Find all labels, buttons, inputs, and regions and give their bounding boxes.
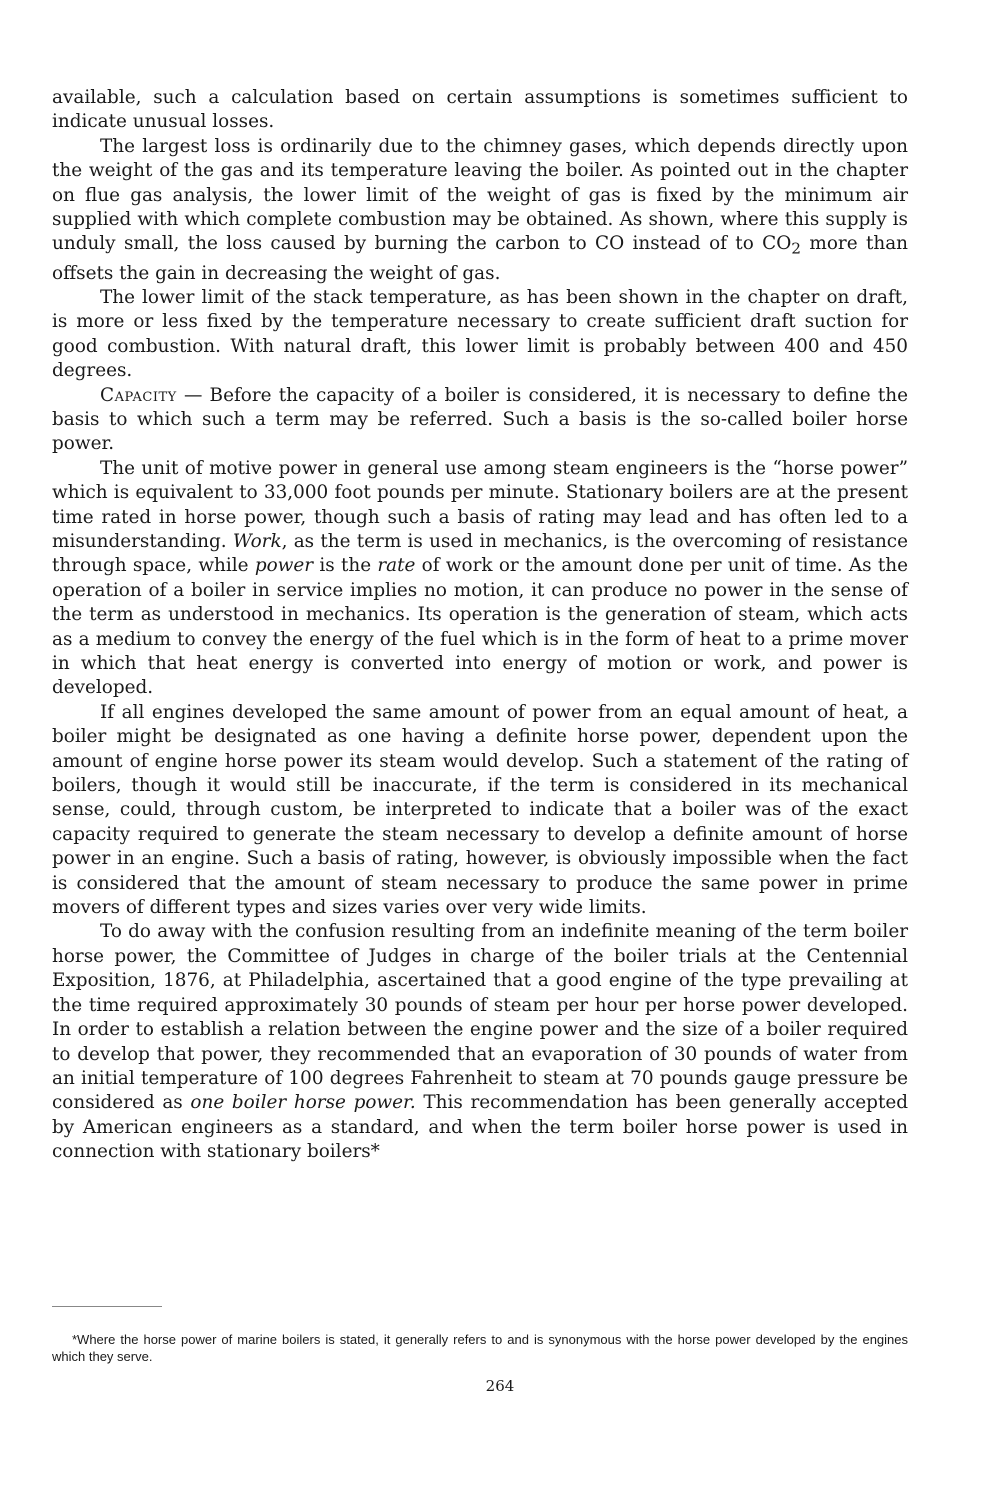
paragraph-text: If all engines developed the same amount of power from an equal amount of heat, a boiler might be designated as one having a definite horse power, dependent upon the amount of engine horse power its steam would develop. Such a statement of the rating of boilers, though it would still be inaccurate, if the term is considered in its mechanical sense, could, through custom, be interpreted to indicate that a boiler was of the exact capacity required to generate the steam necessary to develop a definite amount of horse power in an engine. Such a basis of rating, however, is obviously impossible when the fact is considered that the amount of steam necessary to produce the same power in prime movers of different types and sizes varies over very wide limits. bbox=[52, 701, 908, 919]
paragraph-text: available, such a calculation based on certain assumptions is sometimes sufficient to indicate unusual losses. bbox=[52, 87, 908, 133]
italic-term: Work bbox=[232, 530, 282, 552]
italic-term: one boiler horse power. bbox=[190, 1092, 416, 1114]
paragraph-text: — Before the capacity of a boiler is considered, it is necessary to define the basis to which such a term may be referred. Such a basis is the so-called boiler horse power. bbox=[52, 384, 908, 455]
paragraph-text: more than offsets the gain in decreasing the weight of gas. bbox=[52, 233, 908, 284]
paragraph-text: The unit of motive power in general use among steam engineers is the “horse power” which is equivalent to 33,000 foot pounds per minute. Stationary boilers are at the present time rated in horse power, though such a basis of rating may lead and has often led to a misunderstanding. bbox=[52, 457, 908, 552]
italic-term: power bbox=[254, 555, 314, 577]
section-heading: Capacity bbox=[100, 384, 177, 406]
footnote: *Where the horse power of marine boilers is stated, it generally refers to and is synonymous with the horse power developed by the engines which they serve. bbox=[52, 1332, 908, 1364]
paragraph-7 bbox=[52, 920, 908, 1164]
paragraph-text: , as the term is used in mechanics, is the overcoming of resistance through space, while bbox=[52, 530, 908, 577]
paragraph-1 bbox=[52, 86, 908, 135]
paragraph-2 bbox=[52, 135, 908, 286]
paragraph-text: is the bbox=[313, 555, 378, 577]
paragraph-6 bbox=[52, 701, 908, 921]
paragraph-text: This recommendation has been generally accepted by American engineers as a standard, and when the term boiler horse power is used in connection with stationary boilers* bbox=[52, 1092, 908, 1163]
paragraph-text: The largest loss is ordinarily due to the chimney gases, which depends directly upon the weight of the gas and its temperature leaving the boiler. As pointed out in the chapter on flue gas analysis, the lower limit of the weight of gas is fixed by the minimum air supplied with which complete combustion may be obtained. As shown, where this supply is unduly small, the loss caused by burning the carbon to CO instead of to CO bbox=[52, 135, 908, 255]
page-number: 264 bbox=[485, 1377, 515, 1395]
paragraph-text: of work or the amount done per unit of time. As the operation of a boiler in service implies no motion, it can produce no power in the sense of the term as understood in mechanics. Its operation is the generation of steam, which acts as a medium to convey the energy of the fuel which is in the form of heat to a prime mover in which that heat energy is converted into energy of motion or work, and power is developed. bbox=[52, 555, 908, 699]
paragraph-4 bbox=[52, 384, 908, 457]
paragraph-text: The lower limit of the stack temperature, as has been shown in the chapter on draft, is more or less fixed by the temperature necessary to create sufficient draft suction for good combustion. With natural draft, this lower limit is probably between 400 and 450 degrees. bbox=[52, 286, 908, 382]
paragraph-text: To do away with the confusion resulting from an indefinite meaning of the term boiler horse power, the Committee of Judges in charge of the boiler trials at the Centennial Exposition, 1876, at Philadelphia, ascertained that a good engine of the type prevailing at the time required approximately 30 pounds of steam per hour per horse power developed. In order to establish a relation between the engine power and the size of a boiler required to develop that power, they recommended that an evaporation of 30 pounds of water from an initial temperature of 100 degrees Fahrenheit to steam at 70 pounds gauge pressure be considered as bbox=[52, 921, 908, 1114]
paragraph-5 bbox=[52, 457, 908, 701]
page-body bbox=[52, 86, 908, 1165]
italic-term: rate bbox=[377, 555, 416, 577]
paragraph-3 bbox=[52, 286, 908, 384]
footnote-divider bbox=[52, 1306, 162, 1307]
subscript: 2 bbox=[791, 240, 802, 259]
